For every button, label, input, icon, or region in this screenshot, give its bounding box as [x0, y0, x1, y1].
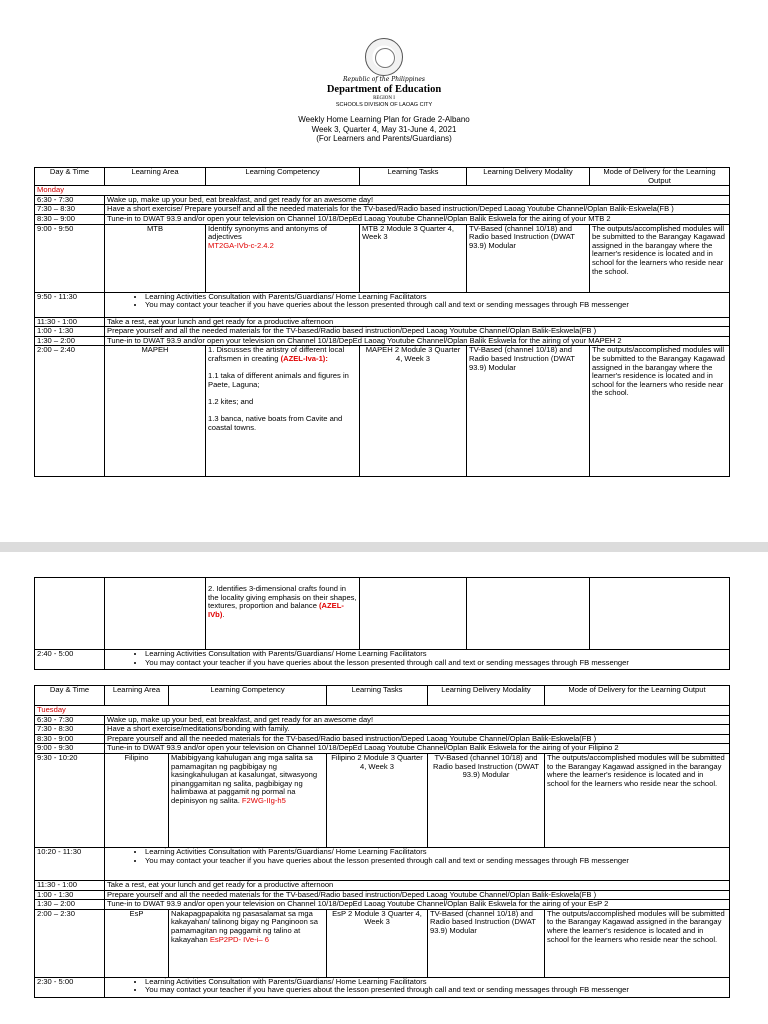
time-cell: 7:30 – 8:30 — [35, 205, 105, 215]
col-output: Mode of Delivery for the Learning Output — [545, 686, 730, 706]
table-row — [35, 977, 730, 997]
competency-code: F2WG-IIg-h5 — [241, 795, 286, 805]
contact-item: • You may contact your teacher if you have queries about the lesson presented through call and text or sending messages through FB messenger — [145, 986, 727, 995]
table-row — [35, 327, 730, 337]
day-label: Monday — [35, 186, 730, 196]
task-cell: EsP 2 Module 3 Quarter 4, Week 3 — [327, 909, 428, 977]
task-cell — [360, 578, 467, 650]
time-cell: 11:30 - 1:00 — [35, 317, 105, 327]
consult-item: • Learning Activities Consultation with Parents/Guardians/ Home Learning Facilitators — [145, 650, 727, 659]
table-row — [35, 847, 730, 880]
table-row — [35, 214, 730, 224]
col-competency: Learning Competency — [206, 168, 360, 186]
col-day-time: Day & Time — [35, 686, 105, 706]
output-cell: The outputs/accomplished modules will be submitted to the Barangay Kagawad assigned in the barangay where the learner's residence is located and in school for the learners who reside near the school. — [590, 346, 730, 477]
time-cell: 10:20 - 11:30 — [35, 847, 105, 880]
table-row — [35, 292, 730, 317]
table-row — [35, 909, 730, 977]
monday-table — [34, 167, 730, 477]
contact-item: • You may contact your teacher if you have queries about the lesson presented through call and text or sending messages through FB messenger — [145, 301, 727, 310]
competency-text-end: . — [222, 609, 225, 619]
competency-cell — [206, 346, 360, 477]
table-row — [35, 900, 730, 910]
table-row — [35, 224, 730, 292]
monday-continued-table — [34, 577, 730, 670]
time-cell: 7:30 - 8:30 — [35, 725, 105, 735]
time-cell: 9:00 - 9:50 — [35, 224, 105, 292]
activity-cell — [105, 292, 730, 317]
day-label: Tuesday — [35, 706, 730, 716]
contact-item: • You may contact your teacher if you have queries about the lesson presented through call and text or sending messages through FB messenger — [145, 857, 727, 866]
output-cell: The outputs/accomplished modules will be submitted to the Barangay Kagawad assigned in the barangay where the learner's residence is located and in school for the learners who reside near the school. — [590, 224, 730, 292]
modality-cell — [467, 578, 590, 650]
col-area: Learning Area — [105, 686, 169, 706]
competency-text: Nakapagpapakita ng pasasalamat sa mga kakayahan/ talinong bigay ng Panginoon sa pamamagitan ng paggamit ng talino at kakayahan — [171, 909, 318, 944]
task-cell: Filipino 2 Module 3 Quarter 4, Week 3 — [327, 753, 428, 847]
activity-cell: Have a short exercise/ Prepare yourself and all the needed materials for the TV-based/Radio based instruction/Deped Laoag Youtube Channel/Oplan Balik-Eskwela(FB ) — [105, 205, 730, 215]
activity-cell — [105, 847, 730, 880]
col-output: Mode of Delivery for the Learning Output — [590, 168, 730, 186]
activity-cell: Take a rest, eat your lunch and get ready for a productive afternoon — [105, 317, 730, 327]
time-cell: 1:00 - 1:30 — [35, 327, 105, 337]
competency-cell — [169, 909, 327, 977]
time-cell — [35, 578, 105, 650]
title-line-1: Weekly Home Learning Plan for Grade 2-Albano — [298, 115, 470, 124]
task-cell: MAPEH 2 Module 3 Quarter 4, Week 3 — [360, 346, 467, 477]
col-area: Learning Area — [105, 168, 206, 186]
activity-cell — [105, 650, 730, 670]
time-cell: 8:30 – 9:00 — [35, 214, 105, 224]
modality-cell: TV-Based (channel 10/18) and Radio based Instruction (DWAT 93.9) Modular — [467, 346, 590, 477]
deped-seal-logo — [365, 38, 403, 76]
time-cell: 1:30 – 2:00 — [35, 336, 105, 346]
competency-cell — [206, 224, 360, 292]
table-row — [35, 753, 730, 847]
table-row — [35, 880, 730, 890]
time-cell: 2:00 – 2:40 — [35, 346, 105, 477]
table-row — [35, 336, 730, 346]
region-label: REGION I — [373, 96, 395, 101]
division-label: SCHOOLS DIVISION OF LAOAG CITY — [335, 102, 433, 108]
title-line-2: Week 3, Quarter 4, May 31-June 4, 2021 — [311, 124, 457, 134]
title-line-3: (For Learners and Parents/Guardians) — [316, 134, 452, 143]
table-row — [35, 734, 730, 744]
table-row — [35, 715, 730, 725]
consult-item: • Learning Activities Consultation with Parents/Guardians/ Home Learning Facilitators — [145, 293, 727, 302]
department-label: Department of Education — [326, 84, 442, 95]
competency-text: 1. Discusses the artistry of different local craftsmen in creating — [208, 345, 345, 363]
consult-item: • Learning Activities Consultation with Parents/Guardians/ Home Learning Facilitators — [145, 978, 727, 987]
table-row — [35, 195, 730, 205]
day-row — [35, 186, 730, 196]
time-cell: 6:30 - 7:30 — [35, 715, 105, 725]
activity-cell: Prepare yourself and all the needed materials for the TV-based/Radio based instruction/Deped Laoag Youtube Channel/Oplan Balik-Eskwela(FB ) — [105, 734, 730, 744]
table-row — [35, 317, 730, 327]
col-day-time: Day & Time — [35, 168, 105, 186]
task-cell: MTB 2 Module 3 Quarter 4, Week 3 — [360, 224, 467, 292]
col-competency: Learning Competency — [169, 686, 327, 706]
time-cell: 2:00 – 2:30 — [35, 909, 105, 977]
col-tasks: Learning Tasks — [360, 168, 467, 186]
table-row — [35, 890, 730, 900]
output-cell: The outputs/accomplished modules will be submitted to the Barangay Kagawad assigned in the barangay where the learner's residence is located and in school for the learners who reside near the school. — [545, 753, 730, 847]
activity-cell: Prepare yourself and all the needed materials for the TV-based/Radio based instruction/Deped Laoag Youtube Channel/Oplan Balik-Eskwela(FB ) — [105, 890, 730, 900]
consult-item: • Learning Activities Consultation with Parents/Guardians/ Home Learning Facilitators — [145, 848, 727, 857]
activity-cell: Tune-in to DWAT 93.9 and/or open your television on Channel 10/18/DepEd Laoag Youtube Channel/Oplan Balik Eskwela for the airing of your EsP 2 — [105, 900, 730, 910]
competency-cell — [206, 578, 360, 650]
tuesday-table — [34, 685, 730, 998]
activity-cell: Tune-in to DWAT 93.9 and/or open your television on Channel 10/18/DepEd Laoag Youtube Channel/Oplan Balik Eskwela for the airing of your MAPEH 2 — [105, 336, 730, 346]
area-cell: MTB — [105, 224, 206, 292]
header-row — [35, 686, 730, 706]
activity-cell: Tune-in to DWAT 93.9 and/or open your television on Channel 10/18/DepEd Laoag Youtube Channel/Oplan Balik Eskwela for the airing of your MTB 2 — [105, 214, 730, 224]
competency-item: 1.3 banca, native boats from Cavite and coastal towns. — [208, 414, 343, 432]
competency-cell — [169, 753, 327, 847]
activity-cell: Take a rest, eat your lunch and get ready for a productive afternoon — [105, 880, 730, 890]
time-cell: 6:30 - 7:30 — [35, 195, 105, 205]
republic-label: Republic of the Philippines — [343, 76, 425, 83]
time-cell: 1:30 – 2:00 — [35, 900, 105, 910]
activity-cell: Tune-in to DWAT 93.9 and/or open your television on Channel 10/18/DepEd Laoag Youtube Channel/Oplan Balik Eskwela for the airing of your Filipino 2 — [105, 744, 730, 754]
output-cell — [590, 578, 730, 650]
table-row — [35, 578, 730, 650]
col-tasks: Learning Tasks — [327, 686, 428, 706]
table-row — [35, 744, 730, 754]
competency-item: 1.2 kites; and — [208, 396, 254, 406]
time-cell: 2:30 - 5:00 — [35, 977, 105, 997]
competency-code: EsP2PD- IVe-i– 6 — [209, 934, 269, 944]
table-row — [35, 346, 730, 477]
activity-cell: Wake up, make up your bed, eat breakfast, and get ready for an awesome day! — [105, 715, 730, 725]
col-modality: Learning Delivery Modality — [467, 168, 590, 186]
activity-cell: Have a short exercise/meditations/bonding with family. — [105, 725, 730, 735]
competency-code: (AZEL-IVb) — [208, 601, 344, 619]
table-row — [35, 205, 730, 215]
area-cell: MAPEH — [105, 346, 206, 477]
day-row — [35, 706, 730, 716]
document-page-2 — [0, 552, 768, 1024]
col-modality: Learning Delivery Modality — [428, 686, 545, 706]
time-cell: 9:00 - 9:30 — [35, 744, 105, 754]
area-cell: EsP — [105, 909, 169, 977]
plan-title — [0, 115, 768, 144]
contact-item: • You may contact your teacher if you have queries about the lesson presented through call and text or sending messages through FB messenger — [145, 659, 727, 668]
area-cell: Filipino — [105, 753, 169, 847]
competency-item: 1.1 taka of different animals and figures in Paete, Laguna; — [208, 371, 349, 389]
table-row — [35, 650, 730, 670]
modality-cell: TV-Based (channel 10/18) and Radio based Instruction (DWAT 93.9) Modular — [467, 224, 590, 292]
time-cell: 8:30 - 9:00 — [35, 734, 105, 744]
modality-cell: TV-Based (channel 10/18) and Radio based Instruction (DWAT 93.9) Modular — [428, 909, 545, 977]
table-row — [35, 725, 730, 735]
time-cell: 11:30 - 1:00 — [35, 880, 105, 890]
header-row — [35, 168, 730, 186]
competency-code: (AZEL-Iva-1): — [280, 353, 328, 363]
activity-cell: Prepare yourself and all the needed materials for the TV-based/Radio based instruction/Deped Laoag Youtube Channel/Oplan Balik-Eskwela(FB ) — [105, 327, 730, 337]
competency-text: 2. Identifies 3-dimensional crafts found in the locality giving emphasis on their shapes, textures, proportion and balance — [208, 584, 357, 611]
time-cell: 9:30 - 10:20 — [35, 753, 105, 847]
competency-text: Identify synonyms and antonyms of adjectives — [208, 224, 328, 242]
time-cell: 9:50 - 11:30 — [35, 292, 105, 317]
output-cell: The outputs/accomplished modules will be submitted to the Barangay Kagawad assigned in the barangay where the learner's residence is located and in school for the learners who reside near the school. — [545, 909, 730, 977]
modality-cell: TV-Based (channel 10/18) and Radio based Instruction (DWAT 93.9) Modular — [428, 753, 545, 847]
competency-code: MT2GA-IVb-c-2.4.2 — [208, 240, 274, 250]
competency-text: Mabibigyang kahulugan ang mga salita sa pamamagitan ng pagbibigay ng kasingkahulugan at kasalungat, sitwasyong pinanggamitan ng salita, pagbibigay ng halimbawa at paggamit ng pormal na depinisyon ng salita. — [171, 753, 318, 805]
time-cell: 1:00 - 1:30 — [35, 890, 105, 900]
activity-cell — [105, 977, 730, 997]
time-cell: 2:40 - 5:00 — [35, 650, 105, 670]
activity-cell: Wake up, make up your bed, eat breakfast, and get ready for an awesome day! — [105, 195, 730, 205]
area-cell — [105, 578, 206, 650]
